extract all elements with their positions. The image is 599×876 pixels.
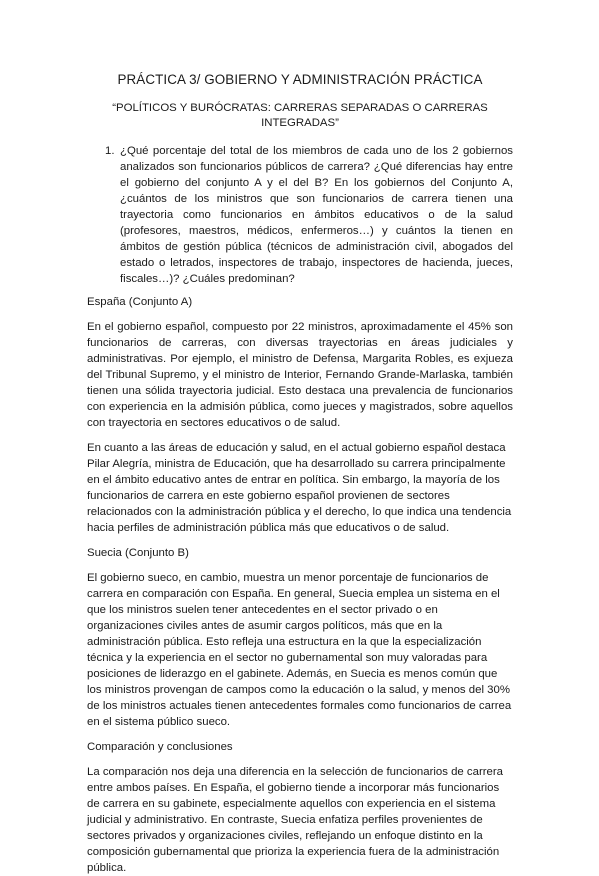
- paragraph-spain-2: En cuanto a las áreas de educación y salud, en el actual gobierno español destaca Pilar Alegría, ministra de Educación, que ha desarrollado su carrera principalmente en el ámbito educativo antes de entrar en política. Sin embargo, la mayoría de los funcionarios de carrera en este gobierno español provienen de sectores relacionados con la administración pública y el derecho, lo que indica una tendencia hacia perfiles de administración pública más que educativos o de salud.: [87, 442, 512, 534]
- section-heading-sweden: Suecia (Conjunto B): [87, 547, 189, 559]
- question-text: ¿Qué porcentaje del total de los miembros de cada uno de los 2 gobiernos analizados son funcionarios públicos de carrera? ¿Qué diferencias hay entre el gobierno del conjunto A y el del B? En los gobiernos del Conjunto A, ¿cuántos de los ministros que son funcionarios de carrera tienen una trayectoria como funcionarios en ámbitos educativos o de la salud (profesores, maestros, médicos, enfermeros…) y cuántos la tienen en ámbitos de gestión pública (técnicos de administración civil, abogados del estado o letrados, inspectores de trabajo, inspectores de hacienda, jueces, fiscales…)? ¿Cuáles predominan?: [120, 145, 513, 285]
- paragraph-sweden-1: El gobierno sueco, en cambio, muestra un menor porcentaje de funcionarios de carrera en comparación con España. En general, Suecia emplea un sistema en el que los ministros suelen tener antecedentes en el sector privado o en organizaciones civiles antes de asumir cargos políticos, más que en la administración pública. Esto refleja una estructura en la que la especialización técnica y la experiencia en el sector no gubernamental son muy valoradas para posiciones de liderazgo en el gabinete. Además, en Suecia es menos común que los ministros provengan de campos como la educación o la salud, y menos del 30% de los ministros actuales tienen antecedentes formales como funcionarios de carrea en el sistema público sueco.: [87, 572, 512, 728]
- section-heading-spain: España (Conjunto A): [87, 296, 193, 308]
- paragraph-spain-1: En el gobierno español, compuesto por 22 ministros, aproximadamente el 45% son funcionarios de carreras, con diversas trayectorias en áreas judiciales y administrativas. Por ejemplo, el ministro de Defensa, Margarita Robles, es exjueza del Tribunal Supremo, y el ministro de Interior, Fernando Grande-Marlaska, también tienen una sólida trayectoria judicial. Esto destaca una prevalencia de funcionarios con experiencia en la admisión pública, como jueces y magistrados, sobre aquellos con trayectoria en sectores educativos o de salud.: [87, 321, 513, 429]
- question-number: 1.: [105, 145, 115, 157]
- section-heading-comparison: Comparación y conclusiones: [87, 741, 233, 753]
- document-title: PRÁCTICA 3/ GOBIERNO Y ADMINISTRACIÓN PRÁCTICA: [117, 72, 483, 87]
- paragraph-comparison-1: La comparación nos deja una diferencia en la selección de funcionarios de carrera entre ambos países. En España, el gobierno tiende a incorporar más funcionarios de carrera en su gabinete, especialmente aquellos con experiencia en el sistema judicial y administrativo. En contraste, Suecia enfatiza perfiles provenientes de sectores privados y organizaciones civiles, reflejando un enfoque distinto en la composición gubernamental que prioriza la experiencia fuera de la administración pública.: [87, 766, 504, 874]
- question-item: [105, 143, 513, 287]
- document-subtitle: “POLÍTICOS Y BURÓCRATAS: CARRERAS SEPARADAS O CARRERAS INTEGRADAS”: [112, 102, 488, 129]
